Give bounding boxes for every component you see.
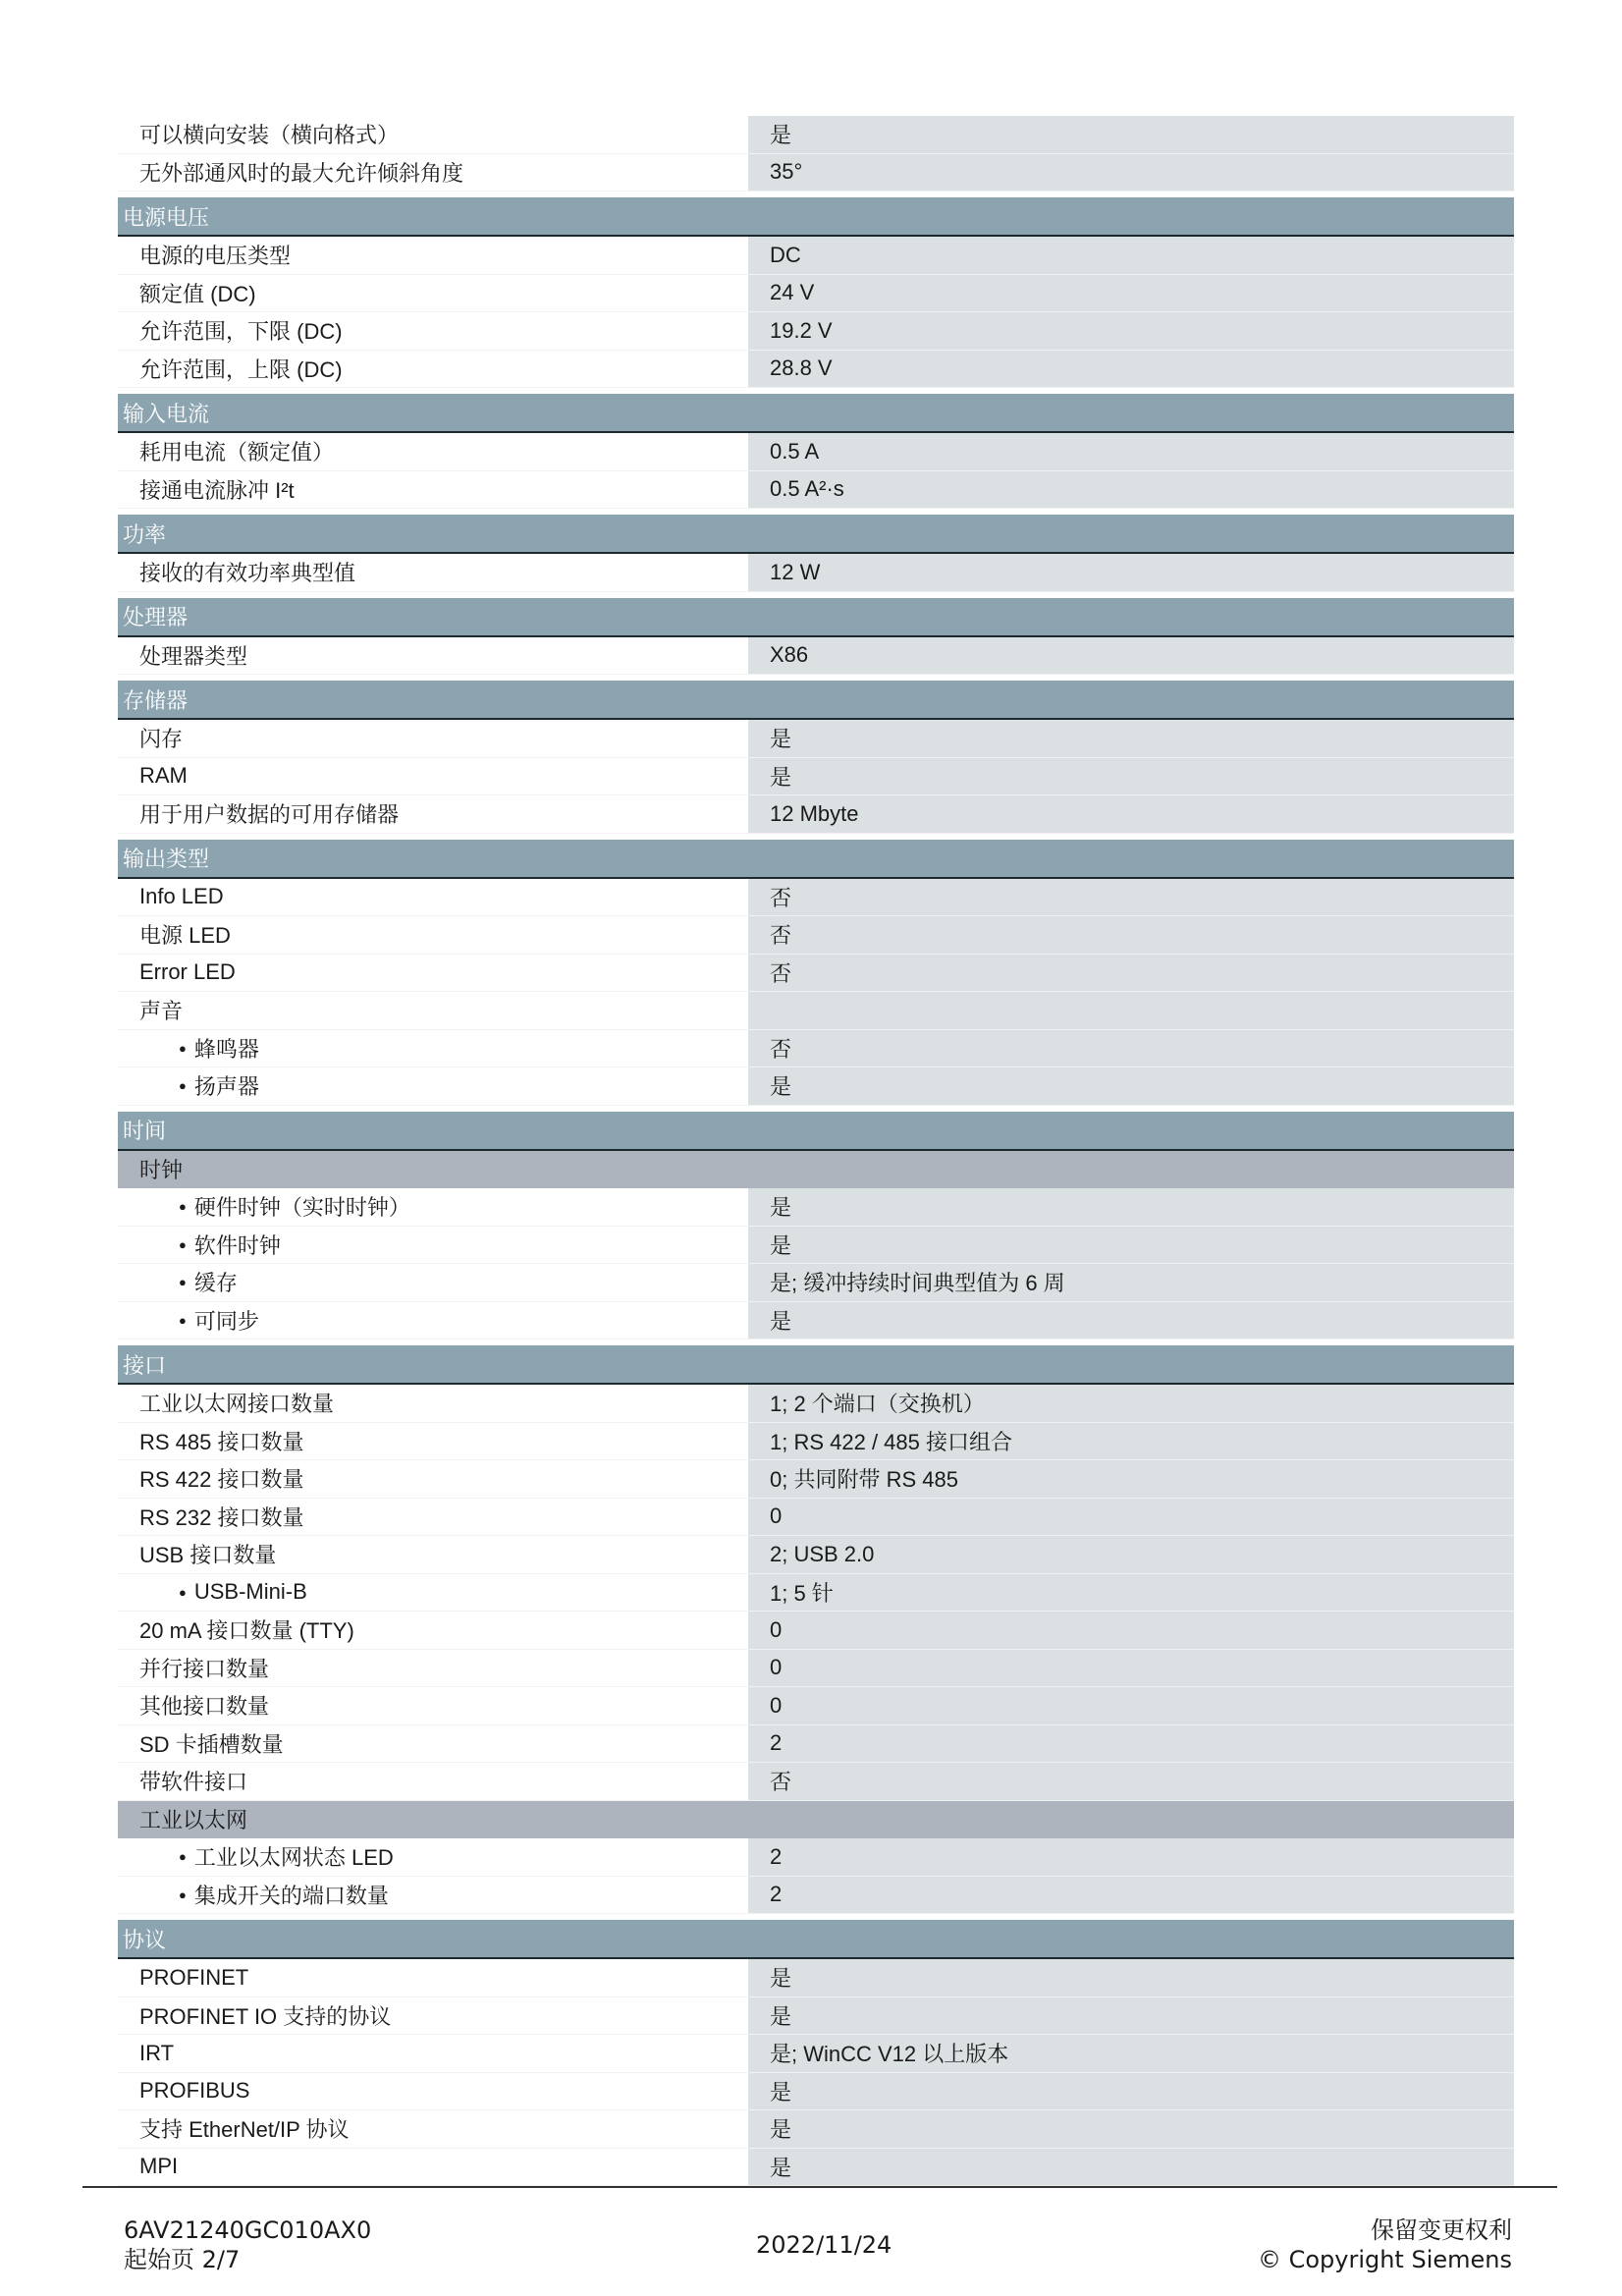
bullet-spec-row <box>118 1302 1514 1340</box>
spec-label: RS 485 接口数量 <box>118 1423 748 1461</box>
spec-value: 是 <box>748 1188 1514 1227</box>
section-header: 存储器 <box>118 681 1514 720</box>
spec-row <box>118 2110 1514 2149</box>
spec-row <box>118 312 1514 351</box>
spec-label: USB 接口数量 <box>118 1536 748 1574</box>
spec-value: X86 <box>748 637 1514 676</box>
spec-label: RS 422 接口数量 <box>118 1460 748 1499</box>
footer-left <box>124 2215 371 2274</box>
spec-value: 2 <box>748 1838 1514 1877</box>
spec-label: ● 扬声器 <box>118 1067 748 1106</box>
spec-label: 允许范围，上限 (DC) <box>118 351 748 389</box>
spec-label: MPI <box>118 2149 748 2187</box>
spec-value: 是 <box>748 1302 1514 1340</box>
section-header: 电源电压 <box>118 197 1514 237</box>
spec-label: 支持 EtherNet/IP 协议 <box>118 2110 748 2149</box>
spec-label: ● 可同步 <box>118 1302 748 1340</box>
spec-value: 24 V <box>748 275 1514 313</box>
spec-value: 0 <box>748 1687 1514 1725</box>
spec-label: 额定值 (DC) <box>118 275 748 313</box>
spec-label: 允许范围，下限 (DC) <box>118 312 748 351</box>
spec-table <box>118 116 1514 2186</box>
spec-row <box>118 1763 1514 1801</box>
spec-value: 1; 5 针 <box>748 1574 1514 1613</box>
spec-label: Info LED <box>118 879 748 917</box>
spec-label: 电源的电压类型 <box>118 237 748 275</box>
spec-row <box>118 1423 1514 1461</box>
spec-label: 工业以太网接口数量 <box>118 1385 748 1423</box>
section-header: 输出类型 <box>118 840 1514 879</box>
spec-row <box>118 1612 1514 1650</box>
spec-value: 是; WinCC V12 以上版本 <box>748 2035 1514 2073</box>
subsection-header <box>118 1151 1514 1189</box>
bullet-spec-row <box>118 1264 1514 1302</box>
spec-row <box>118 992 1514 1030</box>
section-header: 协议 <box>118 1920 1514 1959</box>
spec-value: 是 <box>748 720 1514 758</box>
footer-right <box>1258 2215 1512 2274</box>
spec-value: 否 <box>748 916 1514 955</box>
spec-row <box>118 1725 1514 1764</box>
spec-row <box>118 1687 1514 1725</box>
spec-value: 35° <box>748 154 1514 192</box>
spec-value: 12 W <box>748 554 1514 592</box>
spec-label: 带软件接口 <box>118 1763 748 1801</box>
spec-row <box>118 154 1514 192</box>
bullet-spec-row <box>118 1574 1514 1613</box>
spec-value: 是 <box>748 1997 1514 2036</box>
spec-value: 0 <box>748 1612 1514 1650</box>
spec-value: 是; 缓冲持续时间典型值为 6 周 <box>748 1264 1514 1302</box>
spec-row <box>118 275 1514 313</box>
spec-value: 是 <box>748 1067 1514 1106</box>
section-header: 时间 <box>118 1112 1514 1151</box>
spec-label: RAM <box>118 758 748 796</box>
spec-value: 否 <box>748 879 1514 917</box>
spec-value: 是 <box>748 2149 1514 2187</box>
spec-row <box>118 637 1514 676</box>
spec-label: 声音 <box>118 992 748 1030</box>
spec-label: 20 mA 接口数量 (TTY) <box>118 1612 748 1650</box>
spec-label: 电源 LED <box>118 916 748 955</box>
spec-row <box>118 351 1514 389</box>
spec-row <box>118 2073 1514 2111</box>
spec-row <box>118 758 1514 796</box>
spec-row <box>118 471 1514 510</box>
spec-value: 19.2 V <box>748 312 1514 351</box>
spec-label: PROFINET <box>118 1959 748 1997</box>
spec-row <box>118 1536 1514 1574</box>
spec-value <box>748 1151 1514 1189</box>
spec-label: 闪存 <box>118 720 748 758</box>
spec-row <box>118 1650 1514 1688</box>
spec-value: 0.5 A²·s <box>748 471 1514 510</box>
spec-value: 是 <box>748 2073 1514 2111</box>
bullet-spec-row <box>118 1227 1514 1265</box>
subsection-header <box>118 1801 1514 1839</box>
spec-value: 0.5 A <box>748 433 1514 471</box>
spec-value: 12 Mbyte <box>748 795 1514 834</box>
section-header: 功率 <box>118 515 1514 554</box>
spec-value: 0 <box>748 1499 1514 1537</box>
spec-label: 无外部通风时的最大允许倾斜角度 <box>118 154 748 192</box>
spec-value: 是 <box>748 116 1514 154</box>
spec-row <box>118 2149 1514 2187</box>
spec-label: ● 工业以太网状态 LED <box>118 1838 748 1877</box>
spec-value: 2; USB 2.0 <box>748 1536 1514 1574</box>
spec-value <box>748 1801 1514 1839</box>
spec-value: 0; 共同附带 RS 485 <box>748 1460 1514 1499</box>
spec-label: Error LED <box>118 955 748 993</box>
spec-label: 并行接口数量 <box>118 1650 748 1688</box>
spec-label: ● 集成开关的端口数量 <box>118 1877 748 1915</box>
spec-label: 接通电流脉冲 I²t <box>118 471 748 510</box>
spec-value: 否 <box>748 955 1514 993</box>
spec-value: 是 <box>748 1959 1514 1997</box>
spec-row <box>118 795 1514 834</box>
spec-label: PROFIBUS <box>118 2073 748 2111</box>
bullet-spec-row <box>118 1877 1514 1915</box>
page-number: 起始页 2/7 <box>124 2246 241 2273</box>
copyright-notice: © Copyright Siemens <box>1257 2246 1512 2273</box>
spec-value: 2 <box>748 1725 1514 1764</box>
spec-value: 2 <box>748 1877 1514 1915</box>
footer-date: 2022/11/24 <box>756 2231 892 2259</box>
spec-row <box>118 879 1514 917</box>
bullet-spec-row <box>118 1030 1514 1068</box>
spec-label: PROFINET IO 支持的协议 <box>118 1997 748 2036</box>
spec-label: IRT <box>118 2035 748 2073</box>
spec-label: 可以横向安装（横向格式） <box>118 116 748 154</box>
spec-row <box>118 237 1514 275</box>
spec-value: 是 <box>748 2110 1514 2149</box>
bullet-spec-row <box>118 1067 1514 1106</box>
spec-value: 28.8 V <box>748 351 1514 389</box>
spec-label: RS 232 接口数量 <box>118 1499 748 1537</box>
spec-row <box>118 916 1514 955</box>
spec-row <box>118 554 1514 592</box>
spec-label: ● 软件时钟 <box>118 1227 748 1265</box>
spec-label: 用于用户数据的可用存储器 <box>118 795 748 834</box>
spec-value: DC <box>748 237 1514 275</box>
spec-row <box>118 720 1514 758</box>
spec-row <box>118 1385 1514 1423</box>
spec-label: 工业以太网 <box>118 1801 748 1839</box>
spec-label: ● 硬件时钟（实时时钟） <box>118 1188 748 1227</box>
spec-row <box>118 1499 1514 1537</box>
spec-value: 是 <box>748 1227 1514 1265</box>
spec-value: 否 <box>748 1030 1514 1068</box>
footer-divider <box>82 2186 1557 2188</box>
spec-label: 接收的有效功率典型值 <box>118 554 748 592</box>
spec-label: 耗用电流（额定值） <box>118 433 748 471</box>
spec-label: ● USB-Mini-B <box>118 1574 748 1613</box>
section-header: 处理器 <box>118 598 1514 637</box>
spec-label: ● 缓存 <box>118 1264 748 1302</box>
spec-value: 是 <box>748 758 1514 796</box>
spec-label: ● 蜂鸣器 <box>118 1030 748 1068</box>
bullet-spec-row <box>118 1188 1514 1227</box>
spec-row <box>118 1959 1514 1997</box>
section-header: 输入电流 <box>118 394 1514 433</box>
spec-row <box>118 1997 1514 2036</box>
spec-value: 1; 2 个端口（交换机） <box>748 1385 1514 1423</box>
spec-row <box>118 116 1514 154</box>
spec-label: SD 卡插槽数量 <box>118 1725 748 1764</box>
spec-row <box>118 2035 1514 2073</box>
spec-label: 其他接口数量 <box>118 1687 748 1725</box>
spec-value: 否 <box>748 1763 1514 1801</box>
spec-row <box>118 433 1514 471</box>
spec-label: 处理器类型 <box>118 637 748 676</box>
spec-label: 时钟 <box>118 1151 748 1189</box>
spec-value <box>748 992 1514 1030</box>
spec-value: 1; RS 422 / 485 接口组合 <box>748 1423 1514 1461</box>
rights-notice: 保留变更权利 <box>1371 2216 1512 2244</box>
section-header: 接口 <box>118 1345 1514 1385</box>
spec-row <box>118 955 1514 993</box>
spec-row <box>118 1460 1514 1499</box>
spec-value: 0 <box>748 1650 1514 1688</box>
bullet-spec-row <box>118 1838 1514 1877</box>
order-number: 6AV21240GC010AX0 <box>124 2216 372 2244</box>
